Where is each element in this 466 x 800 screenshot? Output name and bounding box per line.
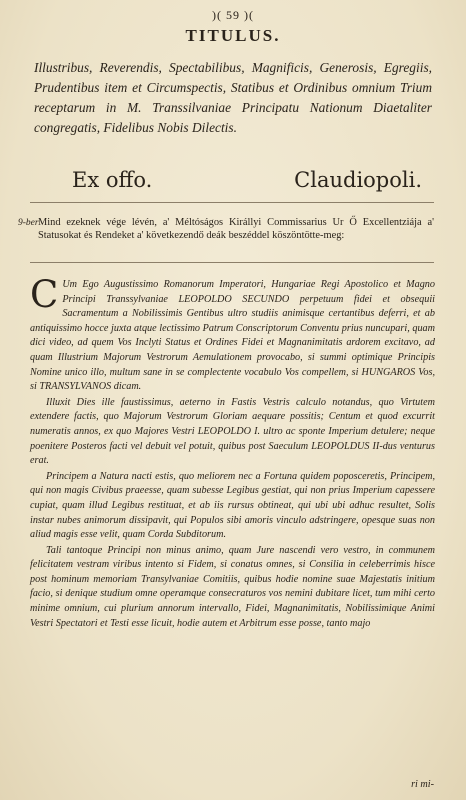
speech-paragraph: Principem a Natura nacti estis, quo meliorem nec a Fortuna quidem poposceretis, Principem, qui non magis Civibus praeesse, quam subesse Legibus gestiat, qui non prius Imperium capessere cupiat, quam illud Legibus restituat, et ab iis rursus obtineat, qui ubi ubi adhuc resultet, Solis instar nubes animorum dissipavit, qui Populos sibi amoris vinculo adstringere, opesque suas non aliud magis esse velit, quam Corda Subditorum. (30, 470, 435, 541)
speech-paragraph: Illuxit Dies ille faustissimus, aeterno in Fastis Vestris calculo notandus, quo Virtutem extendere factis, quo Majorum Vestrorum Gloriam aequare possitis; Centum et quod excurrit numeratis annos, ex quo Majores Vestri LEOPOLDO I. ultro ac sponte Imperium detulere; neque poenitere Posteros facti vel debuit vel potuit, quibus post Saeculum LEOPOLDUS II-dus venturus erat. (30, 396, 435, 467)
page-title: TITULUS. (185, 26, 281, 45)
speech-paragraph: C Um Ego Augustissimo Romanorum Imperatori, Hungariae Regi Apostolico et Magno Principi Transsylvaniae LEOPOLDO SECUNDO perpetuum fidei et obsequii Sacramentum a Nobilissimis Gentibus ultro studiis animisque certantibus deferri, et ab antiquissimo hocce juxta atque lectissimo Patrum Conscriptorum Conventu prius nuncupari, quam dici video, ad quem Vos Inclyti Status et Ordines Fidei et Magnanimitatis ardorem excitavo, ad quam Illustrium Majorum Vestrorum Aemulationem provocabo, si summi optimique Principis Nomine unico illo, multum sane in se complectente vocabulo Vos compellem, si HUNGAROS Vos, si TRANSYLVANOS dicam. (30, 273, 435, 393)
drop-cap: C (30, 273, 59, 316)
city-heading: Claudiopoli. (294, 168, 422, 192)
speech-paragraph: Tali tantoque Principi non minus animo, quam Jure nascendi vero vestro, in communem felicitatem vestram viribus intento si Fidem, si conatus omnes, si Consilia in celeberrimis hisce post hominum memoriam Transylvaniae Comitiis, quibus hodie nomine suae Majestatis initium facio, si denique studium omne operamque consecraturos vos nemini dubitare licet, tum mihi certo minime omnium, cui plurium annorum intervallo, Fidei, Magnanimitatis, Nobilissimique Animi Vestri Spectatori et Testi esse licuit, hodie autem et Arbitrum esse posse, tanto majo (30, 544, 435, 629)
divider (30, 262, 434, 263)
catchword: ri mi- (411, 779, 434, 790)
speech-body (30, 273, 435, 632)
intro-paragraph: Mind ezeknek vége lévén, a' Méltóságos Királlyi Commissarius Ur Ő Excellentziája a' Statusokat és Rendeket a' következendő deák beszéddel köszöntötte-meg: (38, 217, 434, 241)
page-number: )( 59 )( (212, 8, 254, 22)
divider (30, 202, 434, 203)
ex-officio-heading: Ex offo. (72, 168, 153, 192)
margin-date-note: 9-ber (18, 218, 39, 228)
address-paragraph: Illustribus, Reverendis, Spectabilibus, Magnificis, Generosis, Egregiis, Prudentibus item et Circumspectis, Statibus et Ordinibus omnium Trium receptarum in M. Transsilvaniae Principatu Nationum Diaetaliter congregatis, Fidelibus Nobis Dilectis. (34, 60, 432, 135)
